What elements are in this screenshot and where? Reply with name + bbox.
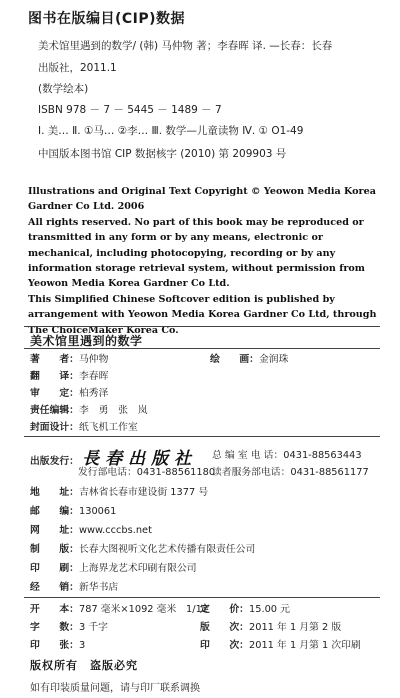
cip-line-title: 美术馆里遇到的数学/ (韩) 马仲物 著；李春晖 译. —长春：长春: [38, 40, 333, 52]
cip-title: 图书在版编目(CIP)数据: [28, 11, 186, 27]
website-row: [30, 522, 152, 536]
cip-line-isbn: ISBN 978 － 7 － 5445 － 1489 － 7: [38, 104, 222, 116]
edition-label: 版 次：: [200, 622, 249, 633]
translator-value: 李春晖: [78, 371, 109, 382]
cover-design-value: 纸飞机工作室: [78, 422, 138, 433]
distributor-value: 新华书店: [78, 582, 119, 593]
translator-row: [30, 368, 108, 382]
price-row: [200, 601, 290, 615]
reader-phone-label: 读者服务部电话：: [212, 467, 291, 478]
editor-value: 李 勇 张 岚: [78, 405, 148, 416]
prepress-value: 长春大图视听文化艺术传播有限责任公司: [78, 544, 256, 555]
author-value: 马仲物: [78, 354, 109, 365]
reader-phone: 0431-88561177: [290, 467, 369, 478]
prepress-row: [30, 541, 255, 555]
prepress-label: 制 版：: [30, 544, 79, 555]
copyright-block: [28, 184, 384, 338]
price-label: 定 价：: [200, 604, 249, 615]
printer-row: [30, 560, 197, 574]
office-phone-label: 总 编 室 电 话：: [212, 450, 284, 461]
word-count-row: [30, 619, 108, 633]
print-quality-notice: 如有印装质量问题，请与印厂联系调换: [30, 683, 200, 694]
divider-publisher: [24, 597, 380, 598]
word-count-value: 3 千字: [78, 622, 108, 633]
reader-phone-row: [212, 464, 369, 478]
publisher-label: 出版发行：: [30, 456, 79, 467]
address-row: [30, 484, 208, 498]
divider-title: [24, 348, 380, 349]
editor-row: [30, 402, 148, 416]
office-phone: 0431-88563443: [283, 450, 362, 461]
printer-value: 上海界龙艺术印刷有限公司: [78, 563, 197, 574]
sheets-value: 3: [78, 640, 86, 651]
edition-value: 2011 年 1 月第 2 版: [248, 622, 342, 633]
illustrator-label: 绘 画：: [210, 354, 259, 365]
cover-design-row: [30, 419, 138, 433]
format-value: 787 毫米×1092 毫米 1/12: [78, 604, 209, 615]
copyright-warning: 版权所有 盗版必究: [30, 659, 138, 672]
format-row: [30, 601, 208, 615]
edition-row: [200, 619, 341, 633]
reviewer-label: 审 定：: [30, 388, 79, 399]
author-label: 著 者：: [30, 354, 79, 365]
website-label: 网 址：: [30, 525, 79, 536]
distributor-row: [30, 579, 118, 593]
word-count-label: 字 数：: [30, 622, 79, 633]
divider-credits: [24, 436, 380, 437]
reviewer-row: [30, 385, 108, 399]
book-title: 美术馆里遇到的数学: [30, 334, 143, 348]
cover-design-label: 封面设计：: [30, 422, 79, 433]
sales-phone-row: [78, 464, 215, 478]
zip-value: 130061: [78, 506, 117, 517]
cip-line-classification: Ⅰ. 美… Ⅱ. ①马… ②李… Ⅲ. 数学—儿童读物 Ⅳ. ① O1-49: [38, 125, 304, 137]
author-row: [30, 351, 108, 365]
rights-notice: All rights reserved. No part of this book may be reproduced or transmitted in any form or by any means, electronic or mechanical, including photocopying, recording or by any information storage retrieval system, without permission from Yeowon Media Korea Gardner Co Ltd.: [28, 216, 365, 290]
editor-label: 责任编辑：: [30, 405, 79, 416]
format-label: 开 本：: [30, 604, 79, 615]
address-label: 地 址：: [30, 487, 79, 498]
reviewer-value: 柏秀泽: [78, 388, 109, 399]
edition-notice: This Simplified Chinese Softcover edition is published by arrangement with Yeowon Media Korea Gardner Co Ltd, through The ChoiceMaker Korea Co.: [28, 293, 377, 336]
cip-line-data-number: 中国版本图书馆 CIP 数据核字 (2010) 第 209903 号: [38, 148, 287, 160]
printing-value: 2011 年 1 月第 1 次印刷: [248, 640, 361, 651]
zip-row: [30, 503, 116, 517]
distributor-label: 经 销：: [30, 582, 79, 593]
website-value: www.cccbs.net: [78, 525, 152, 536]
copyright-notice: Illustrations and Original Text Copyright © Yeowon Media Korea Gardner Co Ltd. 2006: [28, 186, 376, 213]
printing-label: 印 次：: [200, 640, 249, 651]
illustrator-value: 金润珠: [258, 354, 289, 365]
price-value: 15.00 元: [248, 604, 290, 615]
zip-label: 邮 编：: [30, 506, 79, 517]
divider-top: [24, 326, 380, 327]
office-phone-row: [212, 447, 362, 461]
printer-label: 印 刷：: [30, 563, 79, 574]
sheets-label: 印 张：: [30, 640, 79, 651]
publisher-logo: 長春出版社: [82, 449, 198, 469]
sales-phone: 0431-88561180: [136, 467, 216, 478]
printing-row: [200, 637, 361, 651]
address-value: 吉林省长春市建设街 1377 号: [78, 487, 209, 498]
sheets-row: [30, 637, 85, 651]
translator-label: 翻 译：: [30, 371, 79, 382]
illustrator-row: [210, 351, 288, 365]
sales-phone-label: 发行部电话：: [78, 467, 137, 478]
cip-line-series: (数学绘本): [38, 83, 89, 95]
cip-line-publisher: 出版社，2011.1: [38, 62, 117, 74]
